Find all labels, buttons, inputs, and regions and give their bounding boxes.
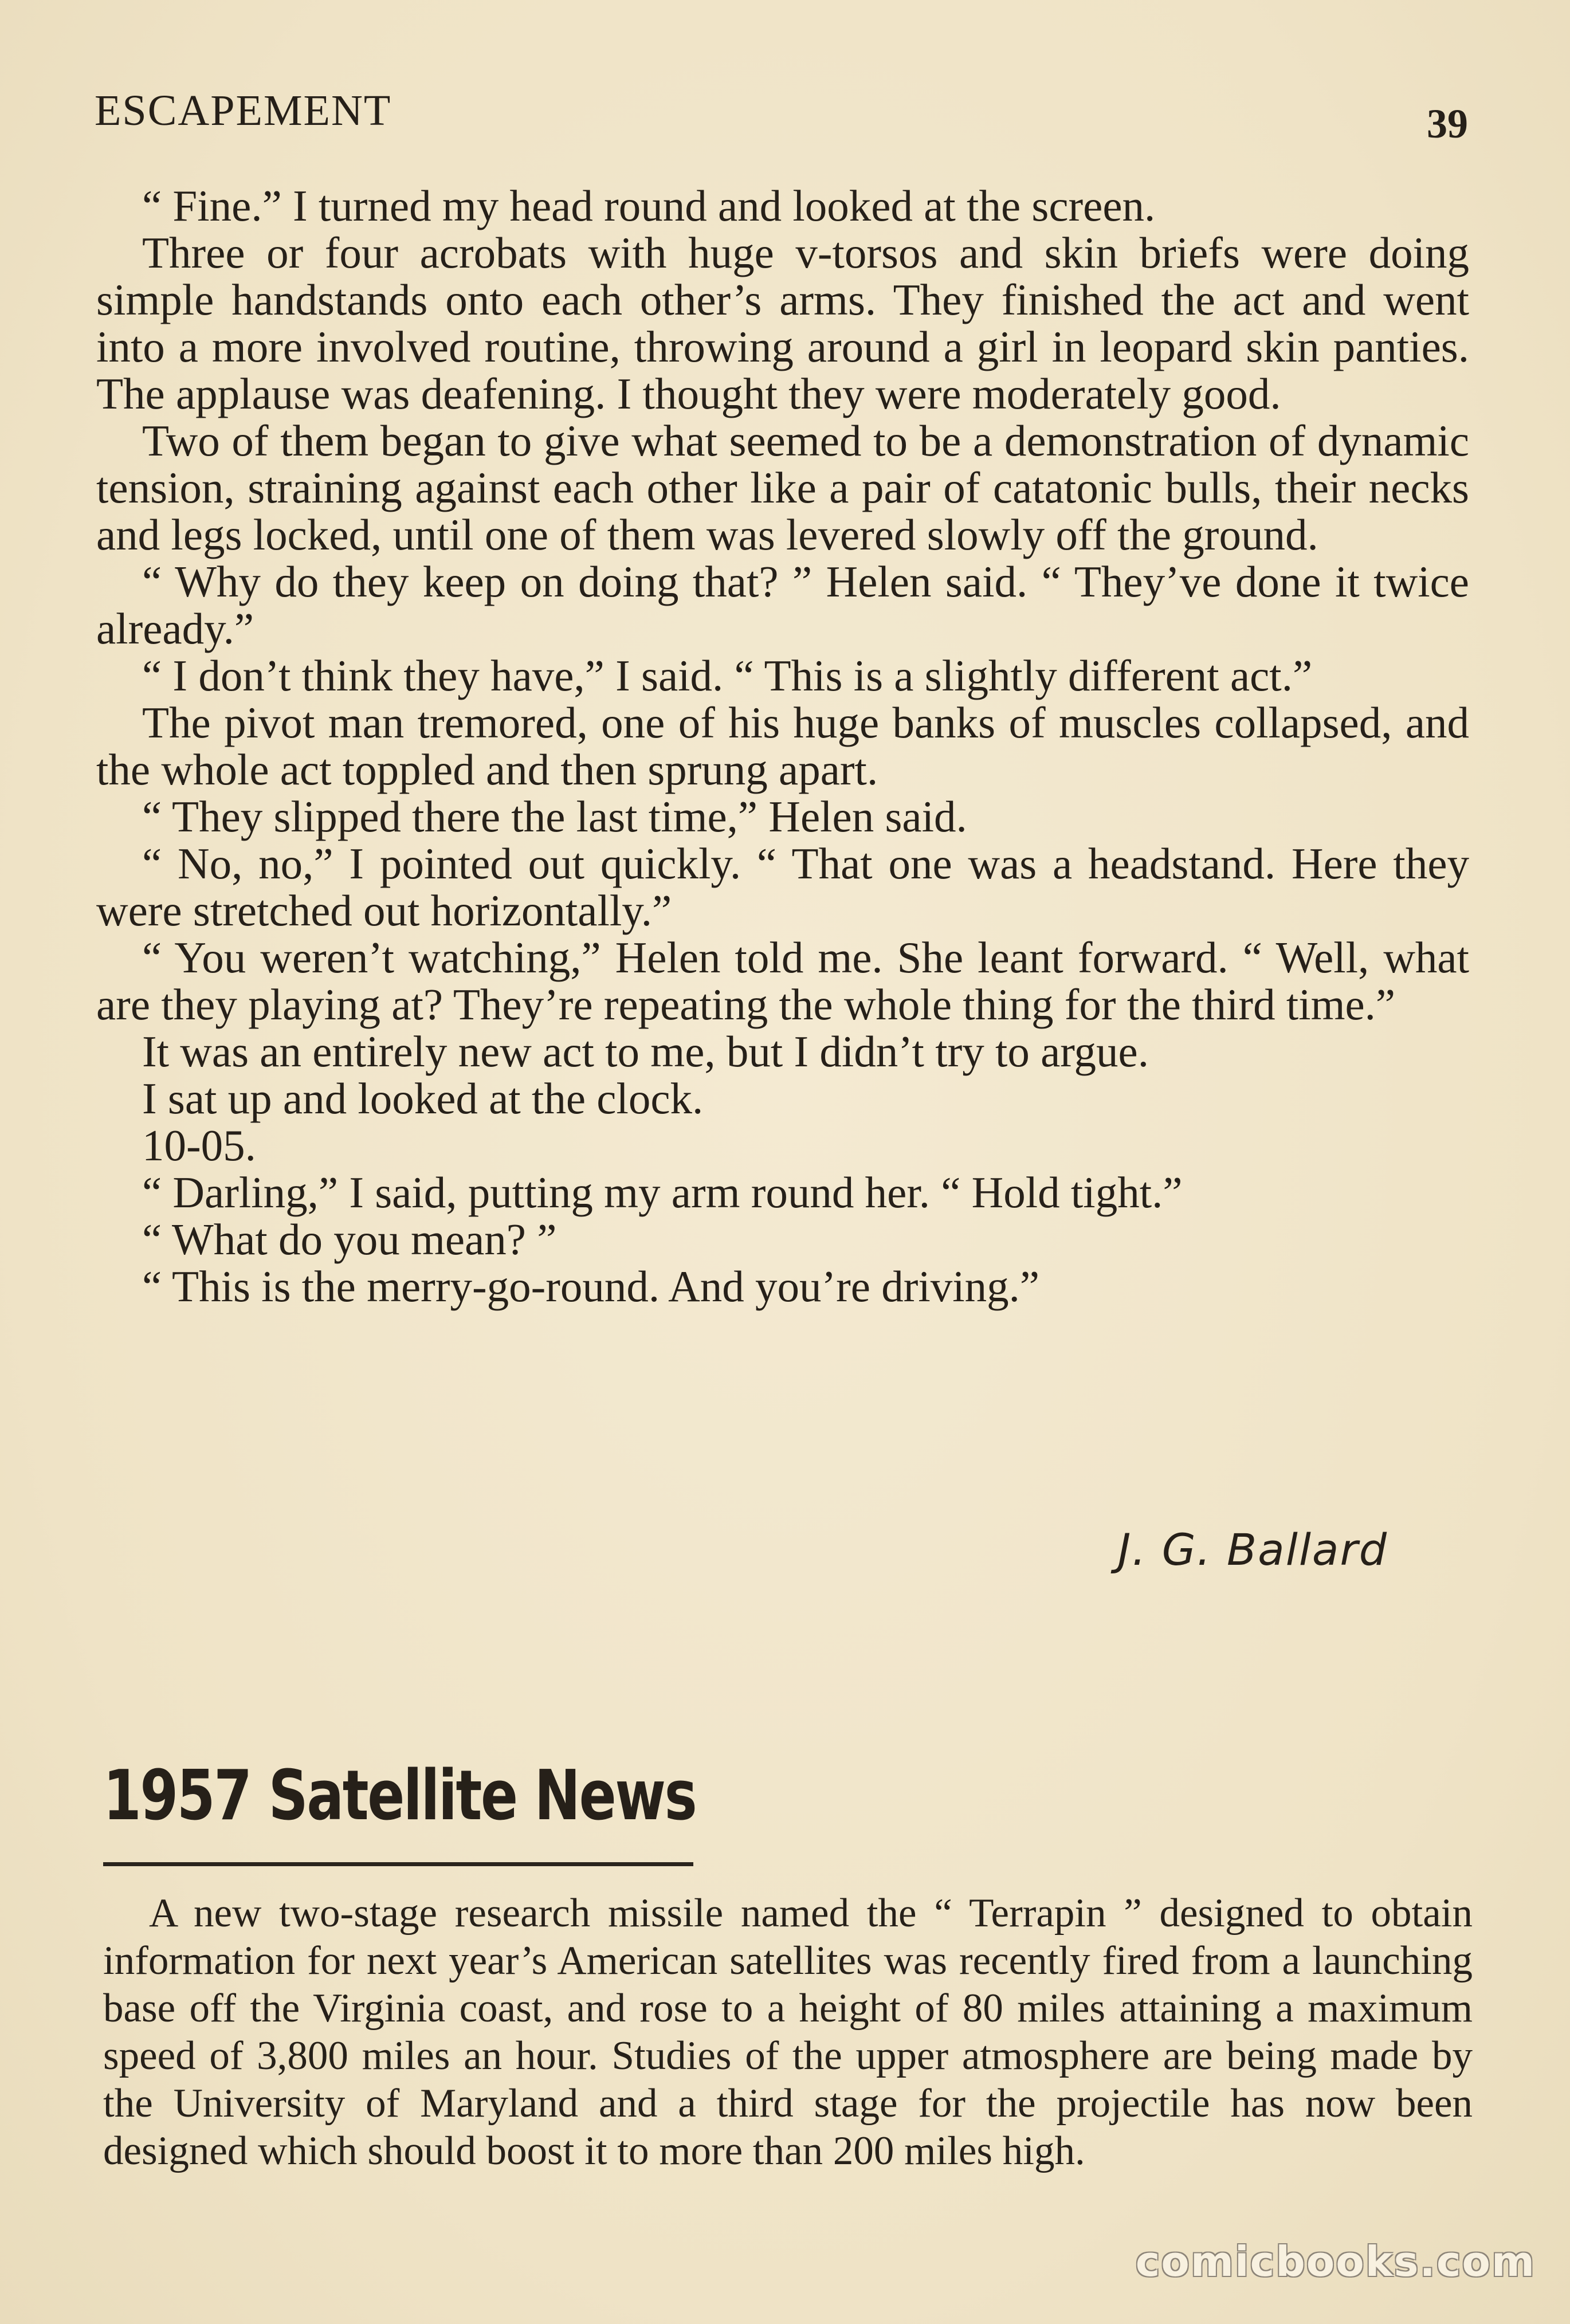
running-head: ESCAPEMENT [95,87,392,135]
story-paragraph: “ Fine.” I turned my head round and looked at the screen. [142,181,1156,230]
section-title: 1957 Satellite News [103,1756,696,1836]
story-paragraph: “ You weren’t watching,” Helen told me. She leant forward. “ Well, what are they playing at? They’re repeating the whole thing for the third time.” [96,933,1469,1029]
title-underline [103,1862,693,1866]
story-paragraph: “ Darling,” I said, putting my arm round her. “ Hold tight.” [142,1168,1183,1217]
story-paragraph: “ They slipped there the last time,” Helen said. [142,792,967,841]
story-text [96,182,1469,1310]
story-paragraph: “ This is the merry-go-round. And you’re driving.” [142,1262,1040,1311]
story-paragraph: Three or four acrobats with huge v-torsos and skin briefs were doing simple handstands onto each other’s arms. They finished the act and went into a more involved routine, throwing around a girl in leopard skin panties. The applause was deafening. I thought they were moderately good. [96,228,1469,418]
story-paragraph: Two of them began to give what seemed to be a demonstration of dynamic tension, straining against each other like a pair of catatonic bulls, their necks and legs locked, until one of them was levered slowly off the ground. [96,416,1469,559]
story-paragraph: I sat up and looked at the clock. [142,1074,704,1123]
story-paragraph: It was an entirely new act to me, but I didn’t try to argue. [142,1027,1149,1076]
news-article [103,1890,1473,2175]
story-paragraph: “ Why do they keep on doing that? ” Helen said. “ They’ve done it twice already.” [96,557,1469,653]
story-paragraph: 10-05. [142,1121,256,1170]
story-paragraph: “ I don’t think they have,” I said. “ This is a slightly different act.” [142,651,1313,700]
story-paragraph: The pivot man tremored, one of his huge banks of muscles collapsed, and the whole act toppled and then sprung apart. [96,698,1469,794]
story-paragraph: “ No, no,” I pointed out quickly. “ That one was a headstand. Here they were stretched out horizontally.” [96,839,1469,935]
page-number: 39 [1427,101,1468,147]
story-paragraph: “ What do you mean? ” [142,1215,557,1264]
news-paragraph: A new two-stage research missile named the “ Terrapin ” designed to obtain information for next year’s American satellites was recently fired from a launching base off the Virginia coast, and rose to a height of 80 miles attaining a maximum speed of 3,800 miles an hour. Studies of the upper atmosphere are being made by the University of Maryland and a third stage for the projectile has now been designed which should boost it to more than 200 miles high. [103,1891,1473,2173]
author-signature: J. G. Ballard [1118,1524,1388,1575]
watermark-logo: comicbooks.com [1135,2237,1536,2286]
